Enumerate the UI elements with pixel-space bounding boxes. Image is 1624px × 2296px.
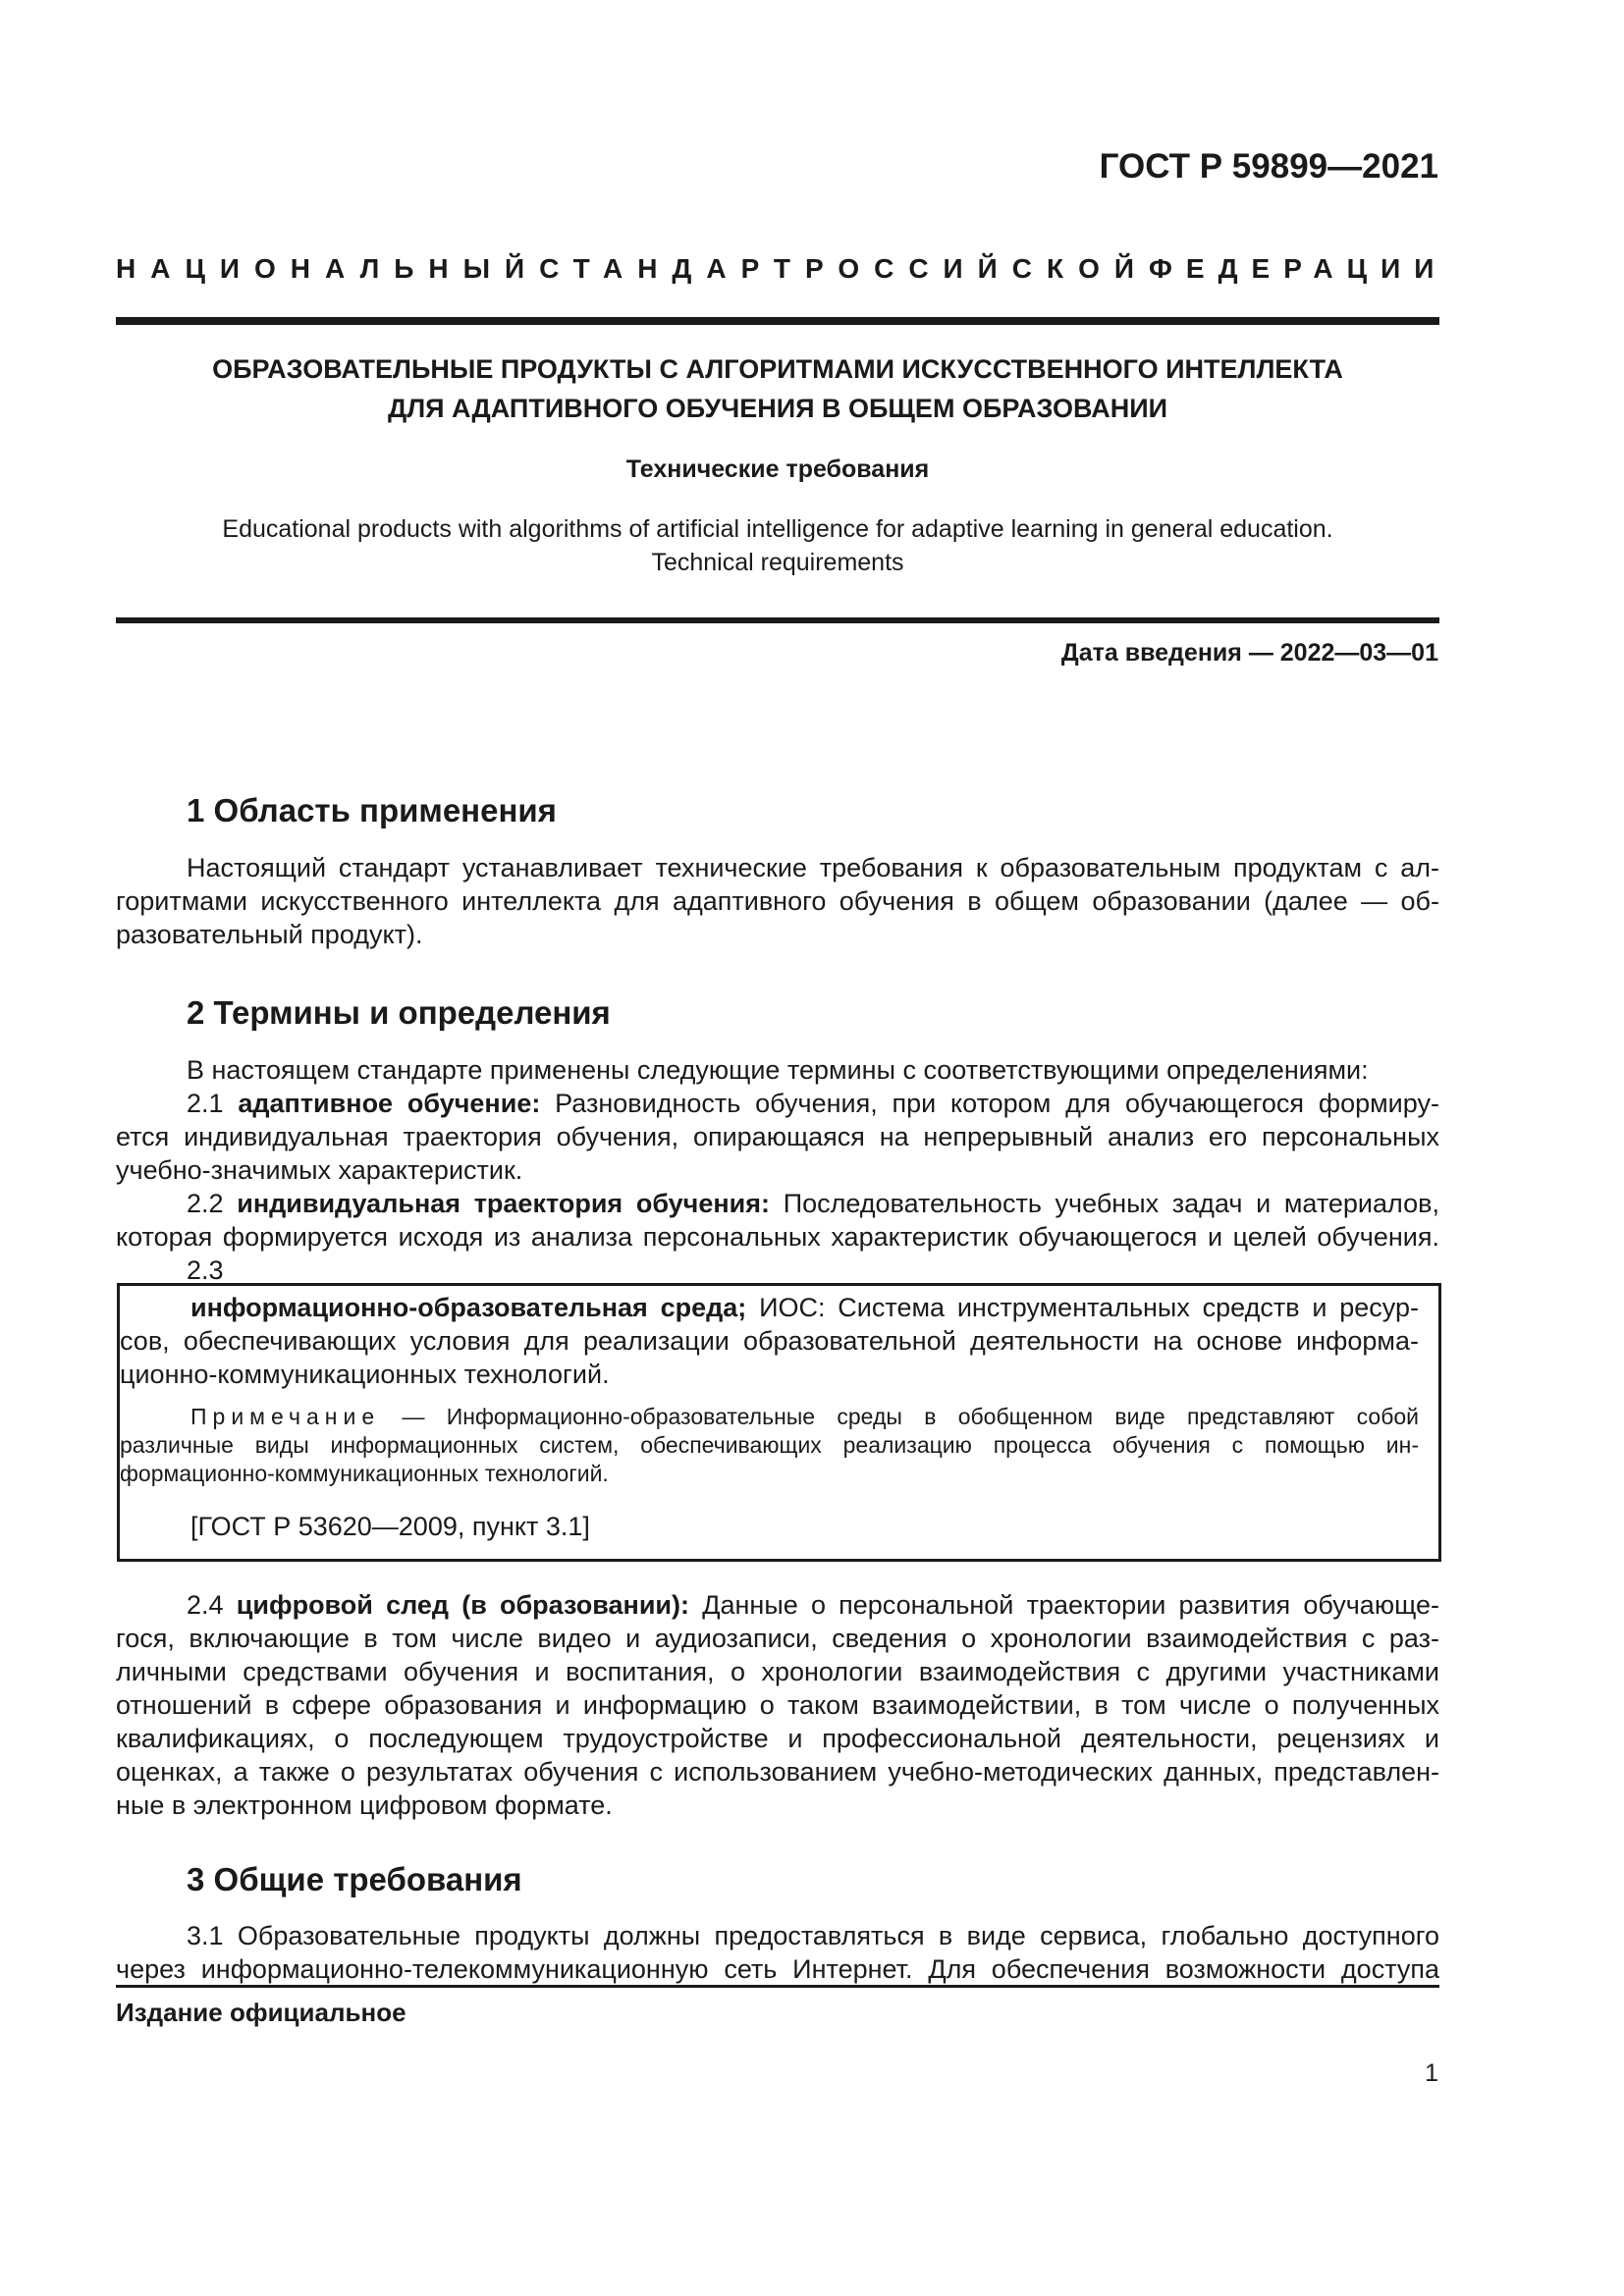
text-line: квалификациях, о последующем трудоустройстве и профессиональной деятельности, рецензиях и [116, 1724, 1439, 1753]
top-divider [116, 317, 1439, 325]
term-definition: Последовательность учебных задач и материалов, [783, 1189, 1439, 1218]
term-number: 2.1 [187, 1089, 224, 1118]
term-2-3-line [190, 1291, 1419, 1324]
term-2-2-line [116, 1187, 1439, 1220]
note-line: формационно-коммуникационных технологий. [120, 1461, 609, 1486]
section-2-heading: 2 Термины и определения [187, 994, 611, 1031]
term-2-4-text [116, 1588, 1439, 1822]
term-name: индивидуальная траектория обучения: [237, 1189, 771, 1218]
english-title-line: Educational products with algorithms of artificial intelligence for adaptive learning in general education. [222, 515, 1333, 543]
english-title-line: Technical requirements [651, 549, 904, 576]
text-line: Настоящий стандарт устанавливает технические требования к образовательным продуктам с ал- [187, 853, 1439, 882]
section-3-heading: 3 Общие требования [187, 1861, 522, 1897]
text-line: сов, обеспечивающих условия для реализации образовательной деятельности на основе информа- [120, 1326, 1419, 1356]
banner-word: ФЕДЕРАЦИИ [1149, 253, 1448, 284]
title-line: ДЛЯ АДАПТИВНОГО ОБУЧЕНИЯ В ОБЩЕМ ОБРАЗОВАНИИ [387, 394, 1168, 423]
term-definition: ИОС: Система инструментальных средств и ресур- [759, 1293, 1419, 1322]
term-2-3-source [190, 1510, 1419, 1543]
note-label: Примечание [190, 1404, 381, 1429]
text-line: горитмами искусственного интеллекта для адаптивного обучения в общем образовании (далее — об- [116, 886, 1439, 916]
text-line: личными средствами обучения и воспитания, о хронологии взаимодействия с другими участниками [116, 1657, 1439, 1686]
document-title [116, 349, 1439, 428]
section-1-heading: 1 Область применения [187, 792, 557, 828]
term-2-3-number: 2.3 [187, 1255, 224, 1285]
term-2-3-note [120, 1403, 1419, 1488]
text-line: ется индивидуальная траектория обучения, опирающаяся на непрерывный анализ его персональных [116, 1122, 1439, 1151]
term-2-3-definition [190, 1291, 1419, 1324]
page-number: 1 [1425, 2059, 1438, 2087]
text-line: которая формируется исходя из анализа персональных характеристик обучающегося и целей обучения. [116, 1222, 1439, 1252]
text-line: В настоящем стандарте применены следующие термины с соответствующими определениями: [187, 1055, 1369, 1085]
text-line: 3.1 Образовательные продукты должны предоставляться в виде сервиса, глобально доступного [187, 1921, 1439, 1950]
title-line: ОБРАЗОВАТЕЛЬНЫЕ ПРОДУКТЫ С АЛГОРИТМАМИ ИСКУССТВЕННОГО ИНТЕЛЛЕКТА [212, 354, 1343, 384]
term-2-3-box [117, 1283, 1441, 1562]
official-edition-label: Издание официальное [116, 1998, 406, 2027]
section-3-text [116, 1919, 1439, 1986]
source-reference: [ГОСТ Р 53620—2009, пункт 3.1] [190, 1512, 590, 1541]
text-line: гося, включающие в том числе видео и аудиозаписи, сведения о хронологии взаимодействия с раз- [116, 1624, 1439, 1653]
term-number: 2.4 [187, 1590, 224, 1620]
term-name: информационно-образовательная среда; [190, 1293, 747, 1322]
section-1-text [116, 851, 1439, 951]
term-name: цифровой след (в образовании): [236, 1590, 690, 1620]
note-text: — Информационно-образовательные среды в обобщенном виде представляют собой [402, 1404, 1420, 1429]
note-line: различные виды информационных систем, обеспечивающих реализацию процесса обучения с помощью ин- [120, 1432, 1419, 1458]
text-line: разовательный продукт). [116, 920, 423, 949]
term-2-4-line [116, 1588, 1439, 1622]
note-line [120, 1403, 1419, 1431]
text-line: учебно-значимых характеристик. [116, 1155, 523, 1185]
text-line: через информационно-телекоммуникационную сеть Интернет. Для обеспечения возможности доступа [116, 1954, 1439, 1984]
banner-word: НАЦИОНАЛЬНЫЙ [116, 253, 540, 284]
term-2-3-continuation [120, 1324, 1419, 1391]
term-2-1-line [116, 1087, 1439, 1120]
document-number: ГОСТ Р 59899—2021 [1099, 147, 1438, 186]
section-2-text [116, 1053, 1439, 1287]
term-definition: Данные о персональной траектории развития обучающе- [702, 1590, 1439, 1620]
banner-word: РОССИЙСКОЙ [805, 253, 1150, 284]
term-definition: Разновидность обучения, при котором для обучающегося формиру- [555, 1089, 1439, 1118]
title-divider [116, 617, 1439, 623]
text-line: ционно-коммуникационных технологий. [120, 1360, 610, 1389]
banner-word: СТАНДАРТ [539, 253, 806, 284]
introduction-date: Дата введения — 2022—03—01 [1060, 639, 1438, 667]
footer-divider [116, 1985, 1439, 1988]
term-name: адаптивное обучение: [238, 1089, 541, 1118]
national-standard-banner [116, 249, 1448, 289]
term-number: 2.2 [187, 1189, 224, 1218]
english-title [116, 512, 1439, 579]
document-subtitle: Технические требования [625, 455, 930, 483]
text-line: отношений в сфере образования и информацию о таком взаимодействии, в том числе о полученных [116, 1690, 1439, 1720]
text-line: ные в электронном цифровом формате. [116, 1790, 613, 1820]
text-line: оценках, а также о результатах обучения с использованием учебно-методических данных, представлен- [116, 1757, 1439, 1787]
